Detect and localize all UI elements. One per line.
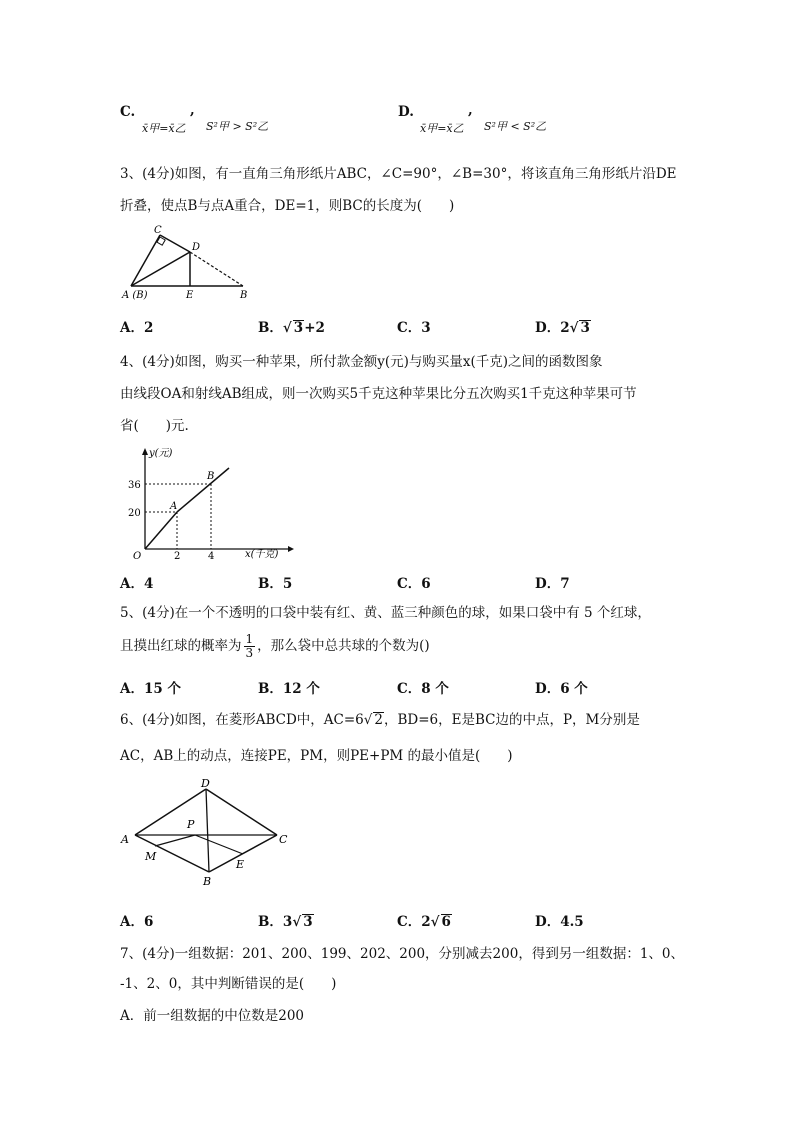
q5-line1: 5、(4分)在一个不透明的口袋中装有红、黄、蓝三种颜色的球，如果口袋中有 5 个红球， [120,605,651,621]
radicand: 2 [374,712,383,728]
point-b-label: B [207,471,215,482]
q3-line1: 3、(4分)如图，有一直角三角形纸片ABC，∠C=90°，∠B=30°，将该直角三角形纸片沿DE [120,166,677,182]
q3-line2: 折叠，使点B与点A重合，DE=1，则BC的长度为( ) [120,198,455,214]
mean-equality: x̄甲=x̄乙 [142,122,186,135]
q3-option-a: A．2 [120,320,154,336]
probability-fraction [244,633,256,660]
radicand: 6 [441,914,451,930]
segment-oa [145,512,177,549]
q6-option-b: B．3√ 3 [258,914,313,930]
denominator: 3 [245,646,254,660]
label-e: E [236,858,245,871]
q4-line2: 由线段OA和射线AB组成，则一次购买5千克这种苹果比分五次购买1千克这种苹果可节 [120,386,637,402]
radicand: 3 [303,914,313,930]
y-axis-label: y(元) [149,448,173,459]
label-b: B [240,290,248,301]
q6-line2: AC，AB上的动点，连接PE，PM，则PE+PM 的最小值是( ) [120,748,513,764]
q5-options [120,677,680,697]
q3-option-b: B．√ 3+2 [258,320,325,336]
tick-20: 20 [128,508,141,519]
q4-function-graph [125,445,300,560]
q3-triangle-figure [118,222,258,302]
tick-36: 36 [128,480,141,491]
q4-options [120,572,680,592]
option-suffix: +2 [304,320,325,336]
q4-line3: 省( )元. [120,418,189,434]
label-a-b: A (B) [122,290,148,301]
q6-line1: 6、(4分)如图，在菱形ABCD中，AC=6√ 2，BD=6，E是BC边的中点，P，M分别是 [120,712,640,728]
option-prefix: B．3 [258,914,293,930]
side-ad [135,789,206,835]
q5-line2 [120,630,430,662]
comma: , [468,102,473,118]
option-prefix: C．2 [397,914,431,930]
q4-option-b: B．5 [258,576,293,592]
origin-label: O [133,551,142,560]
q6-line1-suffix: ，BD=6，E是BC边的中点，P，M分别是 [383,712,640,728]
q7-line1: 7、(4分)一组数据：201、200、199、202、200，分别减去200，得到另一组数据：1、0、 [120,946,684,962]
label-e: E [186,290,194,301]
q5-line2-suffix: ，那么袋中总共球的个数为() [257,638,430,654]
numerator: 1 [245,632,254,646]
q5-option-a: A．15 个 [120,681,181,697]
label-c: C [279,833,288,846]
label-d: D [201,777,210,790]
label-m: M [145,850,157,863]
label-c: C [154,225,162,236]
option-label: C. [120,104,136,120]
q6-options [120,910,680,930]
q6-line1-prefix: 6、(4分)如图，在菱形ABCD中，AC=6 [120,712,364,728]
q6-rhombus-figure [115,776,295,890]
option-label: D. [398,104,414,120]
segment-pm [155,835,195,846]
comma: , [190,102,195,118]
option-prefix: B． [258,320,283,336]
segment-pe [195,835,243,854]
variance-comparison: S²甲 < S²乙 [484,120,547,133]
q2-option-d [398,100,658,140]
ray-ab [177,468,229,512]
mean-equality: x̄甲=x̄乙 [420,122,464,135]
q4-option-c: C．6 [397,576,431,592]
q4-line1: 4、(4分)如图，购买一种苹果，所付款金额y(元)与购买量x(千克)之间的函数图象 [120,354,603,370]
x-axis-arrow [288,546,294,552]
x-axis-label: x(千克) [245,549,279,560]
q3-option-c: C．3 [397,320,431,336]
label-p: P [187,818,195,831]
q4-option-a: A．4 [120,576,154,592]
q6-option-c: C．2√ 6 [397,914,451,930]
label-b: B [203,875,212,888]
q7-option-a: A．前一组数据的中位数是200 [120,1008,305,1024]
q6-option-a: A．6 [120,914,154,930]
segment-cd [160,235,190,252]
q5-option-d: D．6 个 [535,681,588,697]
y-axis-arrow [142,448,148,455]
q5-option-c: C．8 个 [397,681,449,697]
radicand: 3 [293,320,304,336]
variance-comparison: S²甲 > S²乙 [206,120,269,133]
q5-option-b: B．12 个 [258,681,320,697]
q7-line2: -1、2、0，其中判断错误的是( ) [120,976,337,992]
q3-options [120,316,680,336]
side-dc [206,789,277,835]
q5-line2-prefix: 且摸出红球的概率为 [120,638,242,654]
option-prefix: D．2 [535,320,570,336]
tick-2: 2 [174,551,181,560]
label-d: D [192,242,201,253]
q2-option-c [120,100,380,140]
q4-option-d: D．7 [535,576,570,592]
label-a: A [121,833,129,846]
q3-option-d: D．2√ 3 [535,320,590,336]
radicand: 3 [580,320,590,336]
tick-4: 4 [208,551,215,560]
point-a-label: A [170,501,178,512]
diagonal-bd [206,789,209,872]
segment-db-dashed [190,252,243,286]
q6-option-d: D．4.5 [535,914,584,930]
